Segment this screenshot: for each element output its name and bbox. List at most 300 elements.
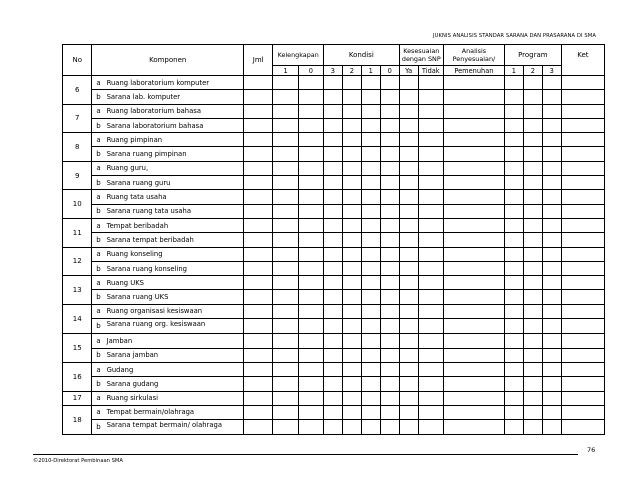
entry-cell[interactable] <box>504 233 523 247</box>
entry-cell[interactable] <box>504 76 523 90</box>
entry-cell[interactable] <box>380 176 399 190</box>
entry-cell[interactable] <box>418 319 443 334</box>
entry-cell[interactable] <box>380 348 399 362</box>
entry-cell[interactable] <box>361 190 380 204</box>
entry-cell[interactable] <box>342 176 361 190</box>
entry-cell[interactable] <box>361 420 380 435</box>
entry-cell[interactable] <box>443 290 504 304</box>
entry-cell[interactable] <box>561 90 604 104</box>
entry-cell[interactable] <box>361 161 380 175</box>
entry-cell[interactable] <box>443 133 504 147</box>
entry-cell[interactable] <box>243 348 272 362</box>
entry-cell[interactable] <box>542 420 561 435</box>
entry-cell[interactable] <box>523 147 542 161</box>
entry-cell[interactable] <box>523 247 542 261</box>
entry-cell[interactable] <box>561 233 604 247</box>
entry-cell[interactable] <box>298 319 323 334</box>
entry-cell[interactable] <box>273 276 298 290</box>
entry-cell[interactable] <box>342 204 361 218</box>
entry-cell[interactable] <box>504 420 523 435</box>
entry-cell[interactable] <box>523 377 542 391</box>
entry-cell[interactable] <box>298 104 323 118</box>
entry-cell[interactable] <box>342 118 361 132</box>
entry-cell[interactable] <box>561 76 604 90</box>
entry-cell[interactable] <box>380 190 399 204</box>
entry-cell[interactable] <box>542 391 561 405</box>
entry-cell[interactable] <box>418 391 443 405</box>
entry-cell[interactable] <box>380 90 399 104</box>
entry-cell[interactable] <box>523 405 542 419</box>
entry-cell[interactable] <box>273 161 298 175</box>
entry-cell[interactable] <box>418 190 443 204</box>
entry-cell[interactable] <box>399 377 418 391</box>
entry-cell[interactable] <box>443 348 504 362</box>
entry-cell[interactable] <box>418 405 443 419</box>
entry-cell[interactable] <box>298 218 323 232</box>
entry-cell[interactable] <box>243 76 272 90</box>
entry-cell[interactable] <box>443 161 504 175</box>
entry-cell[interactable] <box>243 147 272 161</box>
entry-cell[interactable] <box>523 362 542 376</box>
entry-cell[interactable] <box>342 161 361 175</box>
entry-cell[interactable] <box>380 133 399 147</box>
entry-cell[interactable] <box>418 290 443 304</box>
entry-cell[interactable] <box>399 276 418 290</box>
entry-cell[interactable] <box>399 147 418 161</box>
entry-cell[interactable] <box>298 290 323 304</box>
entry-cell[interactable] <box>243 319 272 334</box>
entry-cell[interactable] <box>523 118 542 132</box>
entry-cell[interactable] <box>504 276 523 290</box>
entry-cell[interactable] <box>273 218 298 232</box>
entry-cell[interactable] <box>298 133 323 147</box>
entry-cell[interactable] <box>443 90 504 104</box>
entry-cell[interactable] <box>561 377 604 391</box>
entry-cell[interactable] <box>323 261 342 275</box>
entry-cell[interactable] <box>561 290 604 304</box>
entry-cell[interactable] <box>361 118 380 132</box>
entry-cell[interactable] <box>542 377 561 391</box>
entry-cell[interactable] <box>323 233 342 247</box>
entry-cell[interactable] <box>418 204 443 218</box>
entry-cell[interactable] <box>561 334 604 348</box>
entry-cell[interactable] <box>542 76 561 90</box>
entry-cell[interactable] <box>298 405 323 419</box>
entry-cell[interactable] <box>418 118 443 132</box>
entry-cell[interactable] <box>323 176 342 190</box>
entry-cell[interactable] <box>361 76 380 90</box>
entry-cell[interactable] <box>443 147 504 161</box>
entry-cell[interactable] <box>323 218 342 232</box>
entry-cell[interactable] <box>542 233 561 247</box>
entry-cell[interactable] <box>298 261 323 275</box>
entry-cell[interactable] <box>323 334 342 348</box>
entry-cell[interactable] <box>243 276 272 290</box>
entry-cell[interactable] <box>380 104 399 118</box>
entry-cell[interactable] <box>243 118 272 132</box>
entry-cell[interactable] <box>504 133 523 147</box>
entry-cell[interactable] <box>342 319 361 334</box>
entry-cell[interactable] <box>561 391 604 405</box>
entry-cell[interactable] <box>443 420 504 435</box>
entry-cell[interactable] <box>273 261 298 275</box>
entry-cell[interactable] <box>243 104 272 118</box>
entry-cell[interactable] <box>443 76 504 90</box>
entry-cell[interactable] <box>542 90 561 104</box>
entry-cell[interactable] <box>298 176 323 190</box>
entry-cell[interactable] <box>523 190 542 204</box>
entry-cell[interactable] <box>542 133 561 147</box>
entry-cell[interactable] <box>542 405 561 419</box>
entry-cell[interactable] <box>542 319 561 334</box>
entry-cell[interactable] <box>243 233 272 247</box>
entry-cell[interactable] <box>243 247 272 261</box>
entry-cell[interactable] <box>504 204 523 218</box>
entry-cell[interactable] <box>361 204 380 218</box>
entry-cell[interactable] <box>380 218 399 232</box>
entry-cell[interactable] <box>342 391 361 405</box>
entry-cell[interactable] <box>342 261 361 275</box>
entry-cell[interactable] <box>243 304 272 318</box>
entry-cell[interactable] <box>561 362 604 376</box>
entry-cell[interactable] <box>380 247 399 261</box>
entry-cell[interactable] <box>273 90 298 104</box>
entry-cell[interactable] <box>561 161 604 175</box>
entry-cell[interactable] <box>323 133 342 147</box>
entry-cell[interactable] <box>243 420 272 435</box>
entry-cell[interactable] <box>561 176 604 190</box>
entry-cell[interactable] <box>243 90 272 104</box>
entry-cell[interactable] <box>342 362 361 376</box>
entry-cell[interactable] <box>443 377 504 391</box>
entry-cell[interactable] <box>243 405 272 419</box>
entry-cell[interactable] <box>342 190 361 204</box>
entry-cell[interactable] <box>273 319 298 334</box>
entry-cell[interactable] <box>380 290 399 304</box>
entry-cell[interactable] <box>298 118 323 132</box>
entry-cell[interactable] <box>418 233 443 247</box>
entry-cell[interactable] <box>298 90 323 104</box>
entry-cell[interactable] <box>361 104 380 118</box>
entry-cell[interactable] <box>399 391 418 405</box>
entry-cell[interactable] <box>561 304 604 318</box>
entry-cell[interactable] <box>361 319 380 334</box>
entry-cell[interactable] <box>443 204 504 218</box>
entry-cell[interactable] <box>399 190 418 204</box>
entry-cell[interactable] <box>243 218 272 232</box>
entry-cell[interactable] <box>323 377 342 391</box>
entry-cell[interactable] <box>504 348 523 362</box>
entry-cell[interactable] <box>443 247 504 261</box>
entry-cell[interactable] <box>504 377 523 391</box>
entry-cell[interactable] <box>399 319 418 334</box>
entry-cell[interactable] <box>361 176 380 190</box>
entry-cell[interactable] <box>561 118 604 132</box>
entry-cell[interactable] <box>443 233 504 247</box>
entry-cell[interactable] <box>273 377 298 391</box>
entry-cell[interactable] <box>323 76 342 90</box>
entry-cell[interactable] <box>273 104 298 118</box>
entry-cell[interactable] <box>342 377 361 391</box>
entry-cell[interactable] <box>443 261 504 275</box>
entry-cell[interactable] <box>523 420 542 435</box>
entry-cell[interactable] <box>523 319 542 334</box>
entry-cell[interactable] <box>298 391 323 405</box>
entry-cell[interactable] <box>443 334 504 348</box>
entry-cell[interactable] <box>443 118 504 132</box>
entry-cell[interactable] <box>323 147 342 161</box>
entry-cell[interactable] <box>273 147 298 161</box>
entry-cell[interactable] <box>399 304 418 318</box>
entry-cell[interactable] <box>561 190 604 204</box>
entry-cell[interactable] <box>399 420 418 435</box>
entry-cell[interactable] <box>380 204 399 218</box>
entry-cell[interactable] <box>542 348 561 362</box>
entry-cell[interactable] <box>298 161 323 175</box>
entry-cell[interactable] <box>380 276 399 290</box>
entry-cell[interactable] <box>298 76 323 90</box>
entry-cell[interactable] <box>273 204 298 218</box>
entry-cell[interactable] <box>361 348 380 362</box>
entry-cell[interactable] <box>243 290 272 304</box>
entry-cell[interactable] <box>323 276 342 290</box>
entry-cell[interactable] <box>399 348 418 362</box>
entry-cell[interactable] <box>361 391 380 405</box>
entry-cell[interactable] <box>361 247 380 261</box>
entry-cell[interactable] <box>380 362 399 376</box>
entry-cell[interactable] <box>504 391 523 405</box>
entry-cell[interactable] <box>323 118 342 132</box>
entry-cell[interactable] <box>523 133 542 147</box>
entry-cell[interactable] <box>418 276 443 290</box>
entry-cell[interactable] <box>361 233 380 247</box>
entry-cell[interactable] <box>542 334 561 348</box>
entry-cell[interactable] <box>323 391 342 405</box>
entry-cell[interactable] <box>323 319 342 334</box>
entry-cell[interactable] <box>323 204 342 218</box>
entry-cell[interactable] <box>504 118 523 132</box>
entry-cell[interactable] <box>443 104 504 118</box>
entry-cell[interactable] <box>523 348 542 362</box>
entry-cell[interactable] <box>523 261 542 275</box>
entry-cell[interactable] <box>418 176 443 190</box>
entry-cell[interactable] <box>542 247 561 261</box>
entry-cell[interactable] <box>523 290 542 304</box>
entry-cell[interactable] <box>418 261 443 275</box>
entry-cell[interactable] <box>243 204 272 218</box>
entry-cell[interactable] <box>418 377 443 391</box>
entry-cell[interactable] <box>342 304 361 318</box>
entry-cell[interactable] <box>323 161 342 175</box>
entry-cell[interactable] <box>542 290 561 304</box>
entry-cell[interactable] <box>273 247 298 261</box>
entry-cell[interactable] <box>443 304 504 318</box>
entry-cell[interactable] <box>361 218 380 232</box>
entry-cell[interactable] <box>342 104 361 118</box>
entry-cell[interactable] <box>504 319 523 334</box>
entry-cell[interactable] <box>399 118 418 132</box>
entry-cell[interactable] <box>561 147 604 161</box>
entry-cell[interactable] <box>323 290 342 304</box>
entry-cell[interactable] <box>342 348 361 362</box>
entry-cell[interactable] <box>523 76 542 90</box>
entry-cell[interactable] <box>523 233 542 247</box>
entry-cell[interactable] <box>504 405 523 419</box>
entry-cell[interactable] <box>504 247 523 261</box>
entry-cell[interactable] <box>298 204 323 218</box>
entry-cell[interactable] <box>273 176 298 190</box>
entry-cell[interactable] <box>561 405 604 419</box>
entry-cell[interactable] <box>342 247 361 261</box>
entry-cell[interactable] <box>273 190 298 204</box>
entry-cell[interactable] <box>523 104 542 118</box>
entry-cell[interactable] <box>273 420 298 435</box>
entry-cell[interactable] <box>399 261 418 275</box>
entry-cell[interactable] <box>504 104 523 118</box>
entry-cell[interactable] <box>273 348 298 362</box>
entry-cell[interactable] <box>399 104 418 118</box>
entry-cell[interactable] <box>273 118 298 132</box>
entry-cell[interactable] <box>443 190 504 204</box>
entry-cell[interactable] <box>323 90 342 104</box>
entry-cell[interactable] <box>380 319 399 334</box>
entry-cell[interactable] <box>273 76 298 90</box>
entry-cell[interactable] <box>418 133 443 147</box>
entry-cell[interactable] <box>298 377 323 391</box>
entry-cell[interactable] <box>418 104 443 118</box>
entry-cell[interactable] <box>443 218 504 232</box>
entry-cell[interactable] <box>418 420 443 435</box>
entry-cell[interactable] <box>380 161 399 175</box>
entry-cell[interactable] <box>504 176 523 190</box>
entry-cell[interactable] <box>418 334 443 348</box>
entry-cell[interactable] <box>542 147 561 161</box>
entry-cell[interactable] <box>342 420 361 435</box>
entry-cell[interactable] <box>399 176 418 190</box>
entry-cell[interactable] <box>342 90 361 104</box>
entry-cell[interactable] <box>418 76 443 90</box>
entry-cell[interactable] <box>342 276 361 290</box>
entry-cell[interactable] <box>361 147 380 161</box>
entry-cell[interactable] <box>380 233 399 247</box>
entry-cell[interactable] <box>342 218 361 232</box>
entry-cell[interactable] <box>243 261 272 275</box>
entry-cell[interactable] <box>323 104 342 118</box>
entry-cell[interactable] <box>504 334 523 348</box>
entry-cell[interactable] <box>443 405 504 419</box>
entry-cell[interactable] <box>323 304 342 318</box>
entry-cell[interactable] <box>523 334 542 348</box>
entry-cell[interactable] <box>399 161 418 175</box>
entry-cell[interactable] <box>342 133 361 147</box>
entry-cell[interactable] <box>273 405 298 419</box>
entry-cell[interactable] <box>561 319 604 334</box>
entry-cell[interactable] <box>399 247 418 261</box>
entry-cell[interactable] <box>561 420 604 435</box>
entry-cell[interactable] <box>361 290 380 304</box>
entry-cell[interactable] <box>243 190 272 204</box>
entry-cell[interactable] <box>298 147 323 161</box>
entry-cell[interactable] <box>298 276 323 290</box>
entry-cell[interactable] <box>542 104 561 118</box>
entry-cell[interactable] <box>542 204 561 218</box>
entry-cell[interactable] <box>443 319 504 334</box>
entry-cell[interactable] <box>523 276 542 290</box>
entry-cell[interactable] <box>323 405 342 419</box>
entry-cell[interactable] <box>361 304 380 318</box>
entry-cell[interactable] <box>380 405 399 419</box>
entry-cell[interactable] <box>342 233 361 247</box>
entry-cell[interactable] <box>523 218 542 232</box>
entry-cell[interactable] <box>399 405 418 419</box>
entry-cell[interactable] <box>523 304 542 318</box>
entry-cell[interactable] <box>298 233 323 247</box>
entry-cell[interactable] <box>273 304 298 318</box>
entry-cell[interactable] <box>323 190 342 204</box>
entry-cell[interactable] <box>273 362 298 376</box>
entry-cell[interactable] <box>504 147 523 161</box>
entry-cell[interactable] <box>380 334 399 348</box>
entry-cell[interactable] <box>542 218 561 232</box>
entry-cell[interactable] <box>298 348 323 362</box>
entry-cell[interactable] <box>298 334 323 348</box>
entry-cell[interactable] <box>243 391 272 405</box>
entry-cell[interactable] <box>504 261 523 275</box>
entry-cell[interactable] <box>342 290 361 304</box>
entry-cell[interactable] <box>504 290 523 304</box>
entry-cell[interactable] <box>399 76 418 90</box>
entry-cell[interactable] <box>542 362 561 376</box>
entry-cell[interactable] <box>361 133 380 147</box>
entry-cell[interactable] <box>542 261 561 275</box>
entry-cell[interactable] <box>323 362 342 376</box>
entry-cell[interactable] <box>561 104 604 118</box>
entry-cell[interactable] <box>542 176 561 190</box>
entry-cell[interactable] <box>243 161 272 175</box>
entry-cell[interactable] <box>298 420 323 435</box>
entry-cell[interactable] <box>418 247 443 261</box>
entry-cell[interactable] <box>399 133 418 147</box>
entry-cell[interactable] <box>243 176 272 190</box>
entry-cell[interactable] <box>504 362 523 376</box>
entry-cell[interactable] <box>399 90 418 104</box>
entry-cell[interactable] <box>418 304 443 318</box>
entry-cell[interactable] <box>443 276 504 290</box>
entry-cell[interactable] <box>361 276 380 290</box>
entry-cell[interactable] <box>361 261 380 275</box>
entry-cell[interactable] <box>542 118 561 132</box>
entry-cell[interactable] <box>504 90 523 104</box>
entry-cell[interactable] <box>504 190 523 204</box>
entry-cell[interactable] <box>380 118 399 132</box>
entry-cell[interactable] <box>243 334 272 348</box>
entry-cell[interactable] <box>243 133 272 147</box>
entry-cell[interactable] <box>399 290 418 304</box>
entry-cell[interactable] <box>542 161 561 175</box>
entry-cell[interactable] <box>418 362 443 376</box>
entry-cell[interactable] <box>399 204 418 218</box>
entry-cell[interactable] <box>361 405 380 419</box>
entry-cell[interactable] <box>342 405 361 419</box>
entry-cell[interactable] <box>361 377 380 391</box>
entry-cell[interactable] <box>399 233 418 247</box>
entry-cell[interactable] <box>443 176 504 190</box>
entry-cell[interactable] <box>323 420 342 435</box>
entry-cell[interactable] <box>342 334 361 348</box>
entry-cell[interactable] <box>561 261 604 275</box>
entry-cell[interactable] <box>380 391 399 405</box>
entry-cell[interactable] <box>542 190 561 204</box>
